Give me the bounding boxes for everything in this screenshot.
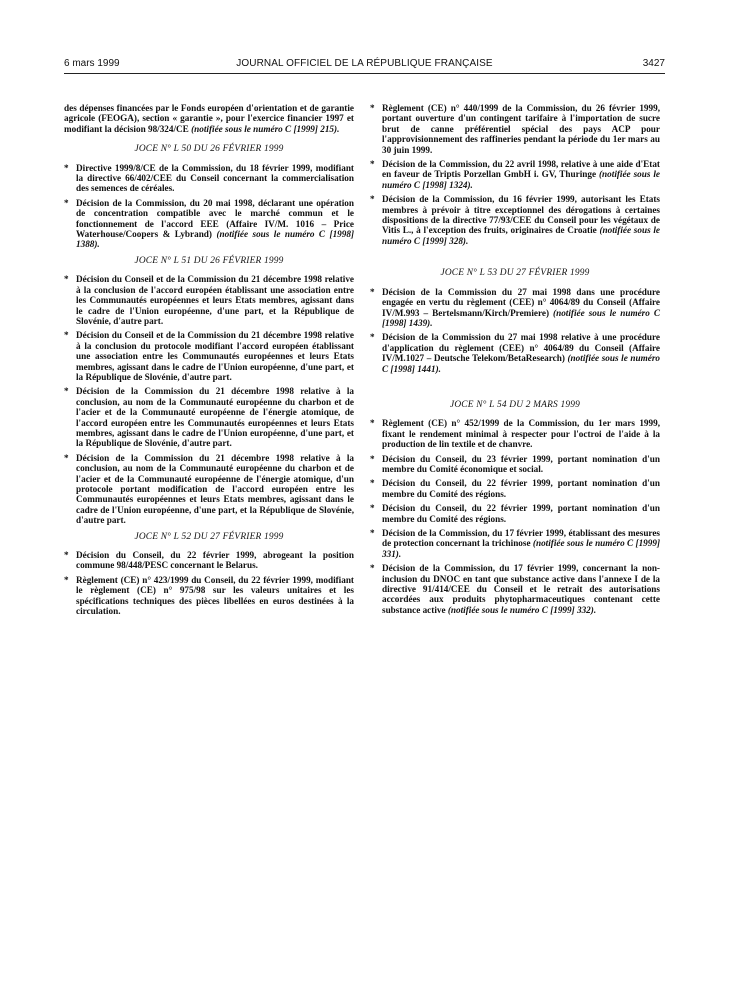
entry-ref: (notifiée sous le numéro C [1999] 328). <box>382 225 660 246</box>
list-item <box>370 418 660 449</box>
bullet-icon: * <box>64 386 69 397</box>
entry-ref: (notifiée sous le numéro C [1998] 1441). <box>382 353 661 374</box>
list-item <box>64 453 354 526</box>
entry-text: Décision du Conseil et de la Commission du 21 décembre 1998 relative à la conclusion du protocole modifiant l'accord européen établissant une association entre les Communautés européennes et leurs Etats membres, agissant dans le cadre de l'Union européenne, d'une part, et la République de Slovénie, d'autre part. <box>76 330 354 382</box>
left-column <box>64 103 354 620</box>
bullet-icon: * <box>370 418 375 429</box>
bullet-icon: * <box>64 162 69 173</box>
list-item <box>64 550 354 571</box>
bullet-icon: * <box>370 332 375 343</box>
list-item <box>370 103 660 155</box>
continuation-paragraph <box>64 103 354 134</box>
bullet-icon: * <box>370 194 375 205</box>
bullet-icon: * <box>370 103 375 113</box>
list-item <box>64 198 354 250</box>
entry-text: Décision de la Commission du 21 décembre 1998 relative à la conclusion, au nom de la Communauté européenne du charbon et de l'acier et de la Communauté européenne de l'énergie atomique, de l'accord européen entre les Communautés européennes et leurs Etats membres, agissant dans le cadre de l'Union européenne, d'une part, et la République de Slovénie, d'autre part. <box>76 386 354 449</box>
continuation-text: des dépenses financées par le Fonds européen d'orientation et de garantie agricole (FEOGA), section « garantie », pour l'exercice financier 1997 et modifiant la décision 98/324/CE <box>64 103 354 134</box>
header-rule <box>64 73 665 74</box>
entry-text: Décision de la Commission, du 20 mai 1998, déclarant une opération de concentration compatible avec le marché commun et le fonctionnement de l'accord EEE (Affaire IV/M. 1016 – Price Waterhouse/Coopers & Lybrand) <box>76 197 354 240</box>
bullet-icon: * <box>370 503 375 514</box>
list-item <box>370 563 660 615</box>
entry-text: Décision du Conseil, du 22 février 1999, portant nomination d'un membre du Comité des régions. <box>382 478 660 499</box>
entry-text: Décision de la Commission, du 22 avril 1998, relative à une aide d'Etat en faveur de Triptis Porzellan GmbH i. GV, Thuringe <box>382 159 660 180</box>
entry-text: Règlement (CE) n° 452/1999 de la Commission, du 1er mars 1999, fixant le rendement minimal à respecter pour l'octroi de l'aide à la production de lin textile et de chanvre. <box>382 418 660 450</box>
bullet-icon: * <box>370 286 375 297</box>
page-number: 3427 <box>642 58 665 69</box>
entry-ref: (notifiée sous le numéro C [1999] 331). <box>382 538 661 559</box>
section-heading: JOCE N° L 52 DU 27 FÉVRIER 1999 <box>134 531 284 542</box>
bullet-icon: * <box>370 563 375 574</box>
continuation-ref: (notifiée sous le numéro C [1999] 215). <box>191 123 340 134</box>
header-date: 6 mars 1999 <box>64 58 120 69</box>
section-heading: JOCE N° L 51 DU 26 FÉVRIER 1999 <box>134 255 284 266</box>
entry-text: Décision de la Commission du 21 décembre 1998 relative à la conclusion, au nom de la Communauté européenne du charbon et de l'acier et de la Communauté européenne de l'énergie atomique, d'un protocole portant modification de l'accord européen entre les Communautés européennes et leurs Etats membres, agissant dans le cadre de l'Union européenne, d'une part, et la République de Slovénie, d'autre part. <box>76 452 354 526</box>
entry-text: Décision du Conseil, du 22 février 1999, portant nomination d'un membre du Comité des régions. <box>382 503 660 524</box>
list-item <box>64 330 354 382</box>
bullet-icon: * <box>370 453 375 464</box>
bullet-icon: * <box>64 550 69 561</box>
bullet-icon: * <box>370 478 375 489</box>
list-item <box>370 528 660 559</box>
entry-text: Décision de la Commission, du 17 février 1999, établissant des mesures de protection concernant la trichinose <box>382 528 660 549</box>
list-item <box>370 287 660 329</box>
bullet-icon: * <box>64 452 69 463</box>
entry-text: Décision du Conseil, du 22 février 1999, abrogeant la position commune 98/448/PESC concernant le Belarus. <box>76 550 354 571</box>
bullet-icon: * <box>64 197 69 208</box>
entry-ref: (notifiée sous le numéro C [1998] 1388). <box>76 229 354 250</box>
bullet-icon: * <box>64 330 69 341</box>
list-item <box>64 386 354 448</box>
entry-text: Règlement (CE) n° 423/1999 du Conseil, du 22 février 1999, modifiant le règlement (CE) n° 975/98 sur les valeurs unitaires et les spécifications techniques des pièces libellées en euros destinées à la circulation. <box>76 574 354 617</box>
entry-ref: (notifiée sous le numéro C [1998] 1439). <box>382 307 660 328</box>
list-item <box>370 478 660 499</box>
list-item <box>64 575 354 617</box>
entry-text: Décision du Conseil et de la Commission du 21 décembre 1998 relative à la conclusion de l'accord européen établissant une association entre les Communautés européennes et leurs Etats membres, agissant dans le cadre de l'Union européenne, d'une part, et la République de Slovénie, d'autre part. <box>76 274 354 326</box>
list-item <box>370 159 660 190</box>
section-heading: JOCE N° L 54 DU 2 MARS 1999 <box>449 399 581 410</box>
entry-text: Décision de la Commission du 27 mai 1998 dans une procédure engagée en vertu du règlement (CEE) n° 4064/89 du Conseil (Affaire IV/M.993 – Bertelsmann/Kirch/Premiere) <box>382 286 660 318</box>
journal-title: JOURNAL OFFICIEL DE LA RÉPUBLIQUE FRANÇAISE <box>236 58 493 69</box>
section-heading: JOCE N° L 50 DU 26 FÉVRIER 1999 <box>134 144 284 155</box>
entry-text: Directive 1999/8/CE de la Commission, du 18 février 1999, modifiant la directive 66/402/CEE du Conseil concernant la commercialisation des semences de céréales. <box>76 162 354 194</box>
list-item <box>370 503 660 524</box>
list-item <box>370 332 660 374</box>
bullet-icon: * <box>370 528 375 538</box>
entry-text: Décision de la Commission, du 17 février 1999, concernant la non-inclusion du DNOC en tant que substance active dans l'annexe I de la directive 91/414/CEE du Conseil et le retrait des autorisations accordées aux produits phytopharmaceutiques contenant cette substance active <box>382 563 660 615</box>
bullet-icon: * <box>370 159 375 170</box>
entry-ref: (notifiée sous le numéro C [1998] 1324). <box>382 169 660 190</box>
entry-text: Décision du Conseil, du 23 février 1999, portant nomination d'un membre du Comité économique et social. <box>382 453 660 474</box>
running-head <box>64 58 665 74</box>
list-item <box>64 163 354 194</box>
list-item <box>370 194 660 246</box>
section-heading: JOCE N° L 53 DU 27 FÉVRIER 1999 <box>440 268 590 279</box>
right-column <box>370 103 660 619</box>
list-item <box>64 274 354 326</box>
bullet-icon: * <box>64 274 69 285</box>
entry-ref: (notifiée sous le numéro C [1999] 332). <box>447 604 597 615</box>
list-item <box>370 454 660 475</box>
entry-text: Règlement (CE) n° 440/1999 de la Commission, du 26 février 1999, portant ouverture d'un contingent tarifaire à l'importation de sucre brut de canne préférentiel spécial des pays ACP pour l'approvisionnement des raffineries pendant la période du 1er mars au 30 juin 1999. <box>382 103 660 155</box>
entry-text: Décision de la Commission du 27 mai 1998 relative à une procédure d'application du règlement (CEE) n° 4064/89 du Conseil (Affaire IV/M.1027 – Deutsche Telekom/BetaResearch) <box>382 332 660 364</box>
bullet-icon: * <box>64 574 69 585</box>
entry-text: Décision de la Commission, du 16 février 1999, autorisant les Etats membres à prévoir à titre exceptionnel des dérogations à certaines dispositions de la directive 77/93/CEE du Conseil pour les végétaux de Vitis L., à l'exception des fruits, originaires de Croatie <box>382 194 660 236</box>
